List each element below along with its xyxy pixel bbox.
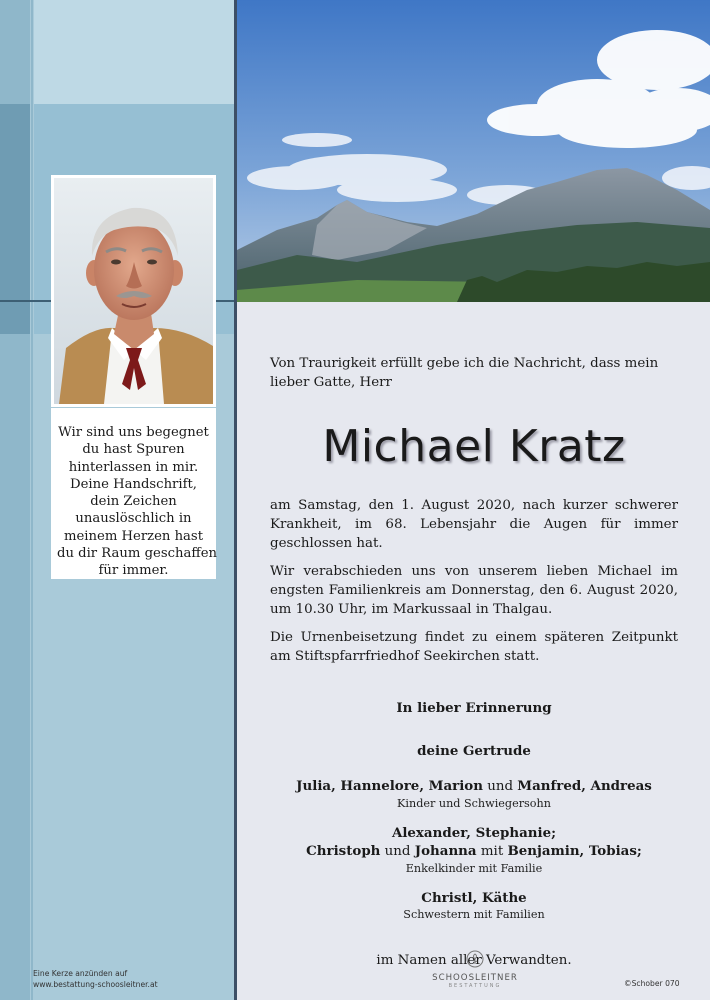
poem-line: unauslöschlich in xyxy=(75,511,192,527)
poem-line: Deine Handschrift, xyxy=(70,476,197,492)
signoff: im Namen aller Verwandten. xyxy=(376,953,572,968)
poem-line: du hast Spuren xyxy=(82,442,185,458)
poem-line: für immer. xyxy=(98,563,169,579)
mourner-conjunction: und xyxy=(380,844,415,859)
mourner-relation: Schwestern mit Familien xyxy=(403,908,545,921)
panel-line xyxy=(31,0,33,1000)
portrait-photo xyxy=(51,175,216,407)
poem-line: hinterlassen in mir. xyxy=(68,459,199,475)
mourner-conjunction: und xyxy=(482,779,518,794)
candle-text: Eine Kerze anzünden auf xyxy=(33,969,128,978)
mourner-names: Christoph xyxy=(306,843,381,859)
poem-line: meinem Herzen hast xyxy=(64,528,203,544)
funeral-home-logo xyxy=(425,950,525,989)
portrait-illustration xyxy=(54,178,213,404)
mourner-conjunction: mit xyxy=(476,844,508,859)
poem-line: Wir sind uns begegnet xyxy=(58,425,209,440)
deceased-name: Michael Kratz xyxy=(322,421,626,472)
farewell-details: Wir verabschieden uns von unserem lieben Michael im engsten Familienkreis am Donnerstag, den 6. August 2020, um 10.30 Uhr, im Markussaal in Thalgau. xyxy=(270,564,678,617)
copyright-code: ©Schober 070 xyxy=(624,979,680,988)
mourner-names: Benjamin, Tobias; xyxy=(507,843,642,859)
candle-link-block[interactable] xyxy=(33,968,158,990)
death-announcement: am Samstag, den 1. August 2020, nach kurzer schwerer Krankheit, im 68. Lebensjahr die Augen für immer geschlossen hat. xyxy=(270,498,678,551)
mourner-names: Manfred, Andreas xyxy=(517,778,652,794)
poem-line: du dir Raum geschaffen xyxy=(57,546,217,562)
mourner-group-grandchildren xyxy=(270,824,678,876)
mourner-group-children xyxy=(270,777,678,811)
logo-subtitle: BESTATTUNG xyxy=(448,983,502,989)
closing-remembrance: In lieber Erinnerung xyxy=(396,700,552,716)
candle-url[interactable]: www.bestattung-schoosleitner.at xyxy=(33,980,158,989)
panel-block-light xyxy=(34,0,234,104)
mourner-names: Alexander, Stephanie; xyxy=(391,825,557,841)
mourner-names: Christl, Käthe xyxy=(421,890,527,906)
mourner-names: Johanna xyxy=(414,843,477,859)
mourner-relation: Enkelkinder mit Familie xyxy=(405,862,543,875)
poem-line: dein Zeichen xyxy=(90,494,177,510)
logo-name: SCHOOSLEITNER xyxy=(432,973,518,983)
rose-icon xyxy=(466,950,484,968)
closing-spouse: deine Gertrude xyxy=(417,743,531,759)
mourner-group-sisters xyxy=(270,889,678,922)
notice-content xyxy=(270,354,678,968)
mourner-names: Julia, Hannelore, Marion xyxy=(296,778,483,794)
landscape-illustration xyxy=(237,0,710,302)
intro-text: Von Traurigkeit erfüllt gebe ich die Nachricht, dass mein lieber Gatte, Herr xyxy=(270,356,659,390)
mourner-relation: Kinder und Schwiegersohn xyxy=(397,797,551,810)
mountain-landscape xyxy=(237,0,710,302)
burial-details: Die Urnenbeisetzung findet zu einem späteren Zeitpunkt am Stiftspfarrfriedhof Seekirchen statt. xyxy=(270,630,678,664)
poem-card xyxy=(51,408,216,579)
